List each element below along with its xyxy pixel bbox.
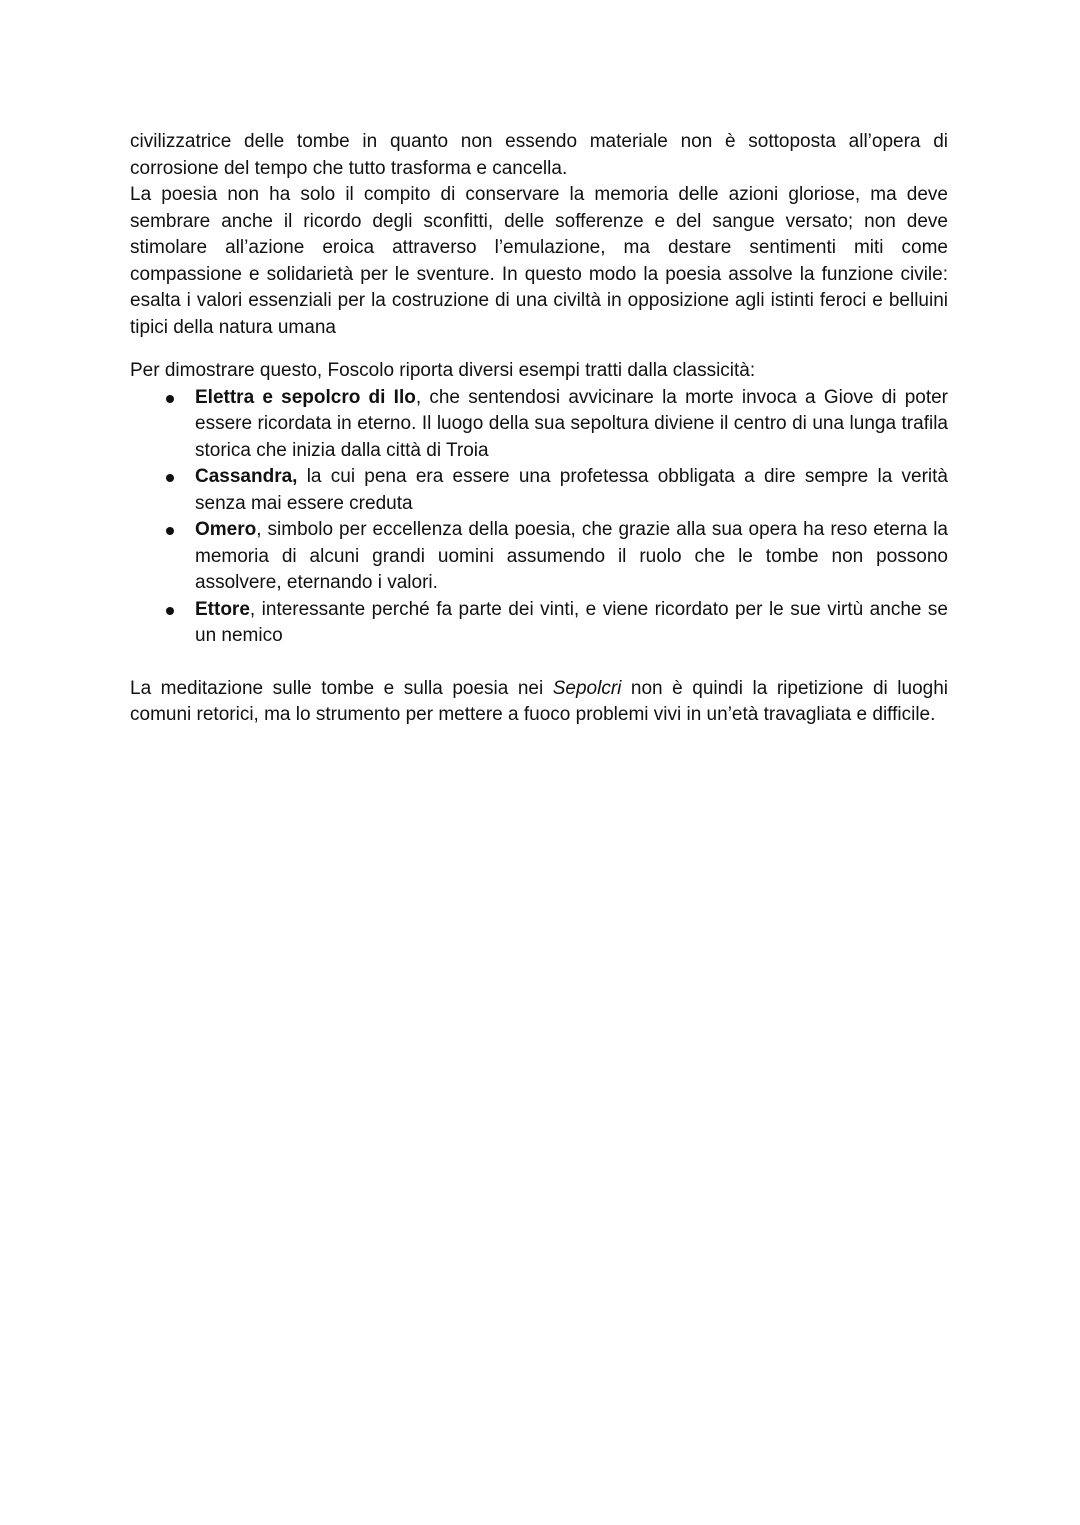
example-text: , simbolo per eccellenza della poesia, che grazie alla sua opera ha reso eterna la memoria di alcuni grandi uomini assumendo il ruolo che le tombe non possono assolvere, eternando i valori. bbox=[195, 519, 948, 593]
example-text: , interessante perché fa parte dei vinti, e viene ricordato per le sue virtù anche se un nemico bbox=[195, 598, 948, 646]
bullet-icon bbox=[166, 607, 174, 615]
paragraph-intro: civilizzatrice delle tombe in quanto non essendo materiale non è sottoposta all’opera di corrosione del tempo che tutto trasforma e cancella. bbox=[130, 131, 948, 179]
list-item bbox=[130, 517, 948, 597]
example-text: , che sentendosi avvicinare la morte invoca a Giove di poter essere ricordata in eterno. Il luogo della sua sepoltura diviene il centro di una lunga trafila storica che inizia dalla città di Troia bbox=[195, 386, 948, 461]
conclusion-text-end: non è quindi la ripetizione di luoghi comuni retorici, ma lo strumento per mettere a fuoco problemi vivi in un’età travagliata e difficile. bbox=[130, 677, 948, 725]
examples-list bbox=[130, 385, 948, 650]
example-name: Elettra e sepolcro di Ilo bbox=[195, 386, 416, 408]
work-title: Sepolcri bbox=[552, 677, 622, 699]
bullet-icon bbox=[166, 395, 174, 403]
document-page bbox=[130, 129, 948, 729]
bullet-icon bbox=[166, 527, 174, 535]
conclusion-text-start: La meditazione sulle tombe e sulla poesia nei bbox=[130, 677, 553, 699]
list-item bbox=[130, 464, 948, 517]
paragraph-conclusion bbox=[130, 676, 948, 729]
list-item bbox=[130, 385, 948, 465]
example-name: Ettore bbox=[195, 598, 250, 620]
example-text: la cui pena era essere una profetessa obbligata a dire sempre la verità senza mai essere creduta bbox=[195, 466, 948, 514]
examples-intro: Per dimostrare questo, Foscolo riporta diversi esempi tratti dalla classicità: bbox=[130, 360, 756, 381]
example-name: Cassandra, bbox=[195, 466, 298, 487]
paragraph-poetry-function: La poesia non ha solo il compito di conservare la memoria delle azioni gloriose, ma deve sembrare anche il ricordo degli sconfitti, delle sofferenze e del sangue versato; non deve stimolare all’azione eroica attraverso l’emulazione, ma destare sentimenti miti come compassione e solidarietà per le sventure. In questo modo la poesia assolve la funzione civile: esalta i valori essenziali per la costruzione di una civiltà in opposizione agli istinti feroci e belluini tipici della natura umana bbox=[130, 184, 948, 338]
list-item bbox=[130, 597, 948, 650]
example-name: Omero bbox=[195, 519, 257, 540]
bullet-icon bbox=[166, 474, 174, 482]
